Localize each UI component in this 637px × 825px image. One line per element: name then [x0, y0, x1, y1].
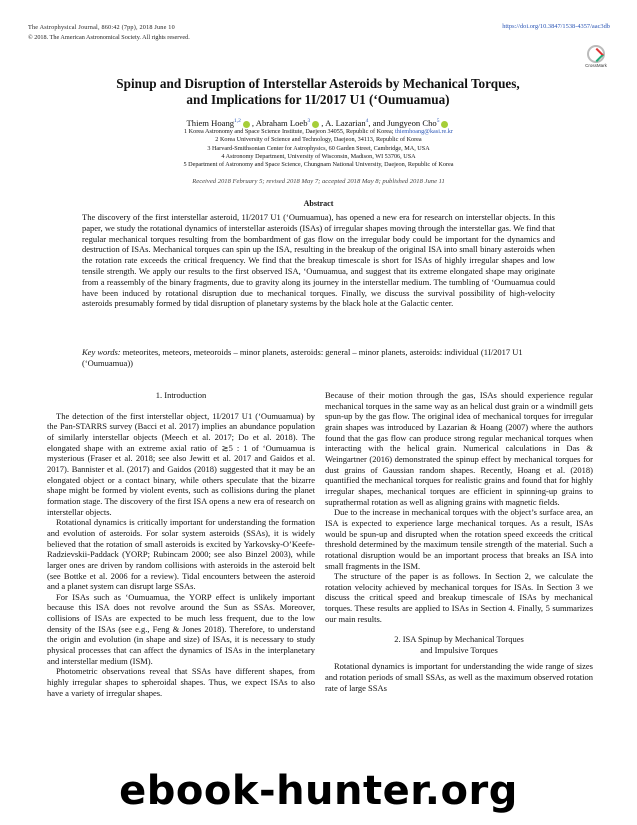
title-line-1: Spinup and Disruption of Interstellar Asteroids by Mechanical Torques, [116, 76, 520, 91]
paragraph: The detection of the first interstellar object, 1I/2017 U1 (‘Oumuamua) by the Pan-STARRS survey (Bacci et al. 2017) implies an abundance population of similarly interstellar objects (Meech et al. 2017; Do et al. 2018). The elongated shape with an extreme axial ratio of ≳5 : 1 of ‘Oumuamua is mysterious (Fraser et al. 2018; see also Jewitt et al. 2017 and Gaidos et al. 2017). Bannister et al. (2017) and Gaidos (2018) suggested that it may be an elongated object or a contact binary, while others speculate that the bizarre shape might be formed by violent events, such as collisions during the planet formation stage. The discovery of the first ISA opens a new era of research on interstellar objects. [47, 410, 315, 517]
crossmark-badge[interactable] [583, 45, 609, 68]
affiliation-2: 2 Korea University of Science and Technology, Daejeon, 34113, Republic of Korea [215, 136, 422, 144]
watermark-text: ebook-hunter.org [119, 768, 518, 814]
keywords [82, 347, 555, 369]
keywords-label: Key words: [82, 347, 121, 357]
author-affil-sup[interactable]: 5 [436, 118, 440, 125]
author-name: , A. Lazarian [321, 118, 366, 128]
abstract-heading: Abstract [303, 199, 334, 208]
keywords-list: meteorites, meteors, meteoroids – minor planets, asteroids: general – minor planets, asteroids: individual (1I/2017 U1 (‘Oumuamua)) [82, 347, 523, 368]
author-affil-sup[interactable]: 3 [307, 118, 311, 125]
author-affil-sup[interactable]: 4 [365, 118, 369, 125]
affiliation-1 [40, 128, 597, 136]
orcid-icon[interactable] [243, 121, 250, 128]
section-1-heading: 1. Introduction [155, 390, 207, 400]
affiliation-1-text: 1 Korea Astronomy and Space Science Institute, Daejeon 34055, Republic of Korea; [184, 128, 394, 135]
author-name: , and Jungyeon Cho [368, 118, 437, 128]
author-list [60, 118, 577, 128]
section-2-heading-line-2: and Impulsive Torques [420, 644, 498, 655]
paragraph: Rotational dynamics is critically important for understanding the formation and evolution of asteroids. For solar system asteroids (SSAs), it is widely believed that the rotation of small asteroids is excited by Yarkovsky-O’Keefe-Radzievskii-Paddack (YORP; Rubincam 2000; see also Binzel 2003), while larger ones are driven by random collisions with asteroids in the asteroid belt (see Bottke et al. 2006 for a review). Tidal encounters between the asteroid and a planet system can disrupt large SSAs. [47, 517, 315, 592]
copyright-notice: © 2018. The American Astronomical Society. All rights reserved. [28, 34, 190, 41]
doi-link[interactable]: https://doi.org/10.3847/1538-4357/aac3db [502, 23, 610, 30]
paper-title [80, 76, 556, 108]
left-column [47, 390, 315, 698]
author-affil-sup[interactable]: 1,2 [234, 118, 241, 125]
right-column [325, 390, 593, 693]
affiliation-4: 4 Astronomy Department, University of Wisconsin, Madison, WI 53706, USA [221, 152, 416, 160]
section-2-heading [325, 634, 593, 655]
paragraph: For ISAs such as ‘Oumuamua, the YORP effect is unlikely important because this ISA does not revolve around the Sun as SSAs. Moreover, collisions of ISAs are expected to be much less frequent, due to the low density of the ISAs (see e.g., Feng & Jones 2018). Therefore, to understand the origin and evolution (in shape and size) of ISAs, it is necessary to study physical processes that can affect the dynamics of ISAs in the interplanetary and interstellar medium (ISM). [47, 591, 315, 666]
affiliation-3: 3 Harvard-Smithsonian Center for Astrophysics, 60 Garden Street, Cambridge, MA, USA [207, 144, 430, 152]
journal-citation: The Astrophysical Journal, 860:42 (7pp), 2018 June 10 [28, 24, 175, 31]
author-email-link[interactable]: thiemhoang@kasi.re.kr [395, 128, 453, 135]
journal-header [28, 23, 190, 43]
abstract-text: The discovery of the first interstellar asteroid, 1I/2017 U1 (‘Oumuamua), has opened a new era for research on interstellar objects. In this paper, we study the rotational dynamics of interstellar asteroids (ISAs) of irregular shapes moving through the interstellar gas. We find that regular mechanical torques resulting from the bombardment of gas flow on the irregular body could be important for the dynamics and destruction of ISAs. Mechanical torques can spin up the ISA, resulting in the breakup of the original ISA into small binary asteroids when the rotation rate exceeds the critical frequency. We find that the breakup timescale is short for ISAs of highly irregular shapes and low tensile strength. We apply our results to the first observed ISA, ‘Oumuamua, and suggest that its extreme elongated shape may originate from a reassembly of the binary fragments, due to gravity along its journey in the interstellar medium. The tumbling of ‘Oumuamua could have been induced by rotational disruption due to mechanical torques. Finally, we discuss the survival possibility of high-velocity asteroids presumably formed by tidal disruption of planetary systems by the black hole at the Galactic center. [82, 212, 555, 309]
title-line-2: and Implications for 1I/2017 U1 (‘Oumuamua) [186, 92, 450, 107]
author-name: Thiem Hoang [186, 118, 235, 128]
paragraph: Photometric observations reveal that SSAs have different shapes, from highly irregular shapes to spheroidal shapes. Thus, we expect ISAs to also have a variety of irregular shapes. [47, 666, 315, 698]
paragraph: Due to the increase in mechanical torques with the object’s surface area, an ISA is expected to experience large mechanical torques. As a result, ISAs would be spun-up and disrupted when the rotation speed exceeds the critical threshold determined by the maximum tensile strength of the material. Such a rotational disruption would be an important process that breaks an ISA into small fragments in the ISM. [325, 507, 593, 571]
crossmark-icon [587, 45, 605, 63]
author-name: , Abraham Loeb [251, 118, 308, 128]
orcid-icon[interactable] [441, 121, 448, 128]
paragraph: Because of their motion through the gas, ISAs should experience regular mechanical torques in the same way as an helical dust grain or a windmill gets spun-up by the gas flow. The original idea of mechanical torques for irregular grain shapes was introduced by Lazarian & Hoang (2007) where the authors found that the gas flow can produce strong regular mechanical torques when interacting with the helical grain. Numerical calculations in Das & Weingartner (2016) demonstrated the spinup effect by mechanical torques for dust grains of Gaussian random shapes. Recently, Hoang et al. (2018) quantified the mechanical torques for realistic grains and found that for highly irregular shapes, mechanical torques are efficient in spinning-up grains to suprathermal rotation as well as aligning grains with magnetic fields. [325, 390, 593, 507]
paragraph: The structure of the paper is as follows. In Section 2, we calculate the rotation velocity achieved by mechanical torques for ISAs. In Section 3 we discuss the critical speed and breakup timescale of ISAs by mechanical torques. These results are applied to ISAs in Section 4. Finally, 5 summarizes our main results. [325, 571, 593, 624]
affiliation-5: 5 Department of Astronomy and Space Science, Chungnam National University, Daejeon, Republic of Korea [183, 161, 454, 169]
crossmark-label: CrossMark [585, 63, 607, 68]
orcid-icon[interactable] [312, 121, 319, 128]
paragraph: Rotational dynamics is important for understanding the wide range of sizes and rotation periods of small SSAs, as well as the maximum observed rotation rate of large SSAs [325, 661, 593, 693]
section-2-heading-line-1: 2. ISA Spinup by Mechanical Torques [394, 634, 524, 645]
publication-dates: Received 2018 February 5; revised 2018 May 7; accepted 2018 May 8; published 2018 June 11 [192, 178, 445, 185]
affiliations [40, 128, 597, 169]
